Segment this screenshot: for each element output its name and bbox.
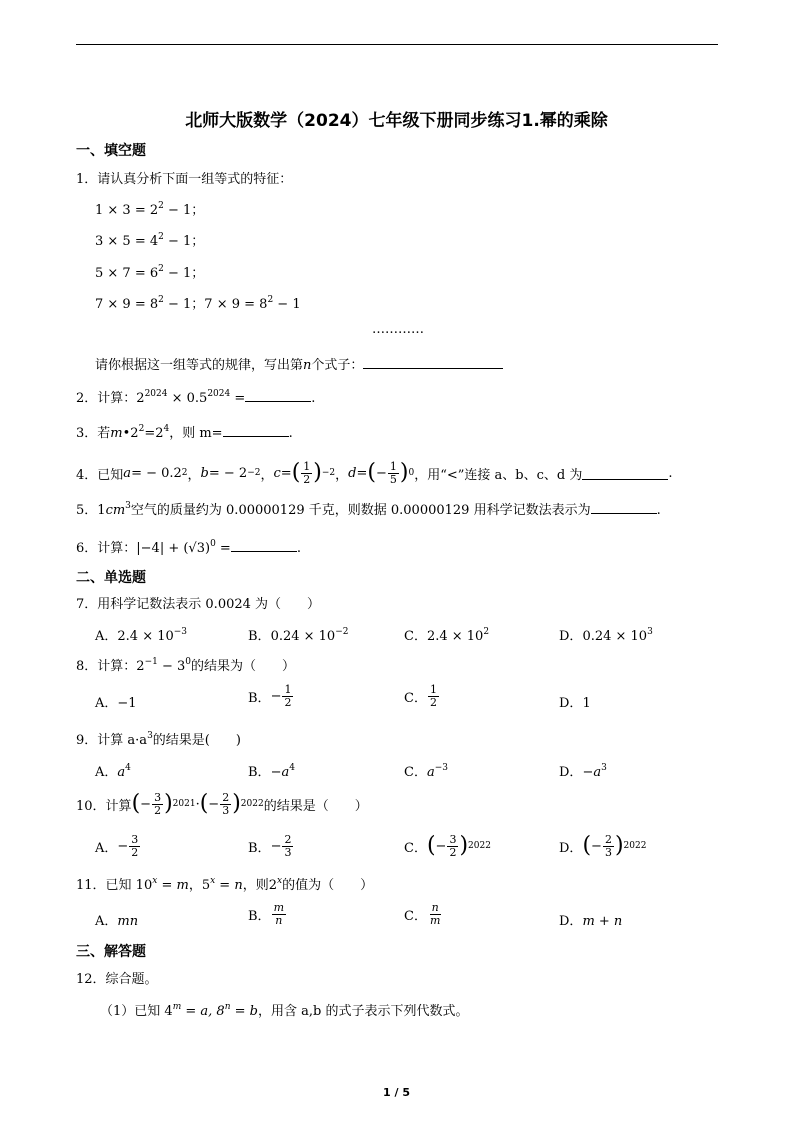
q1-eq2: $3 \times 5 = 4^2 - 1$；: [95, 232, 205, 249]
q1-text: 请认真分析下面一组等式的特征：: [97, 172, 293, 187]
q1-eq3: $5 \times 7 = 6^2 - 1$；: [95, 264, 205, 281]
section-single-choice: 二、单选题: [76, 570, 146, 586]
q2: 2．计算：$2^{2024} \times 0.5^{2024}$ = .: [76, 389, 316, 406]
q12-part1: （1）已知 $4^m = a$, $8^n = b$，用含 a,b 的式子表示下列代数式。: [100, 1002, 469, 1019]
q8-option-b[interactable]: B． − $\frac{1}{2}$: [248, 683, 292, 709]
q4-c-fraction: $\frac{1}{2}$: [303, 459, 311, 486]
q4: 4． 已知 a = − 0.2 2 ， b = − 2 −2 ， c = ( $\frac{1}{2}$ ) −2 ， d = ( − $\frac{1}{5}$ ) 0 ，用“<”连接 a、b、c、d 为 .: [76, 459, 673, 486]
q9-option-a[interactable]: A．$a^4$: [95, 763, 131, 780]
q3-answer-blank[interactable]: [223, 424, 289, 437]
q8-option-c[interactable]: C． $\frac{1}{2}$: [404, 683, 437, 709]
q7-option-c[interactable]: C．$2.4 \times 10^2$: [404, 627, 490, 644]
q11-option-c[interactable]: C． $\frac{n}{m}$: [404, 901, 441, 927]
q1-ellipsis: …………: [372, 322, 424, 337]
q5: 5．$1cm^3$空气的质量约为 0.00000129 千克，则数据 0.00000129 用科学记数法表示为 .: [76, 501, 661, 518]
q7-option-a[interactable]: A．$2.4 \times 10^{-3}$: [95, 627, 188, 644]
page-title: 北师大版数学（2024）七年级下册同步练习1.幂的乘除: [185, 111, 608, 131]
q11-option-b[interactable]: B． $\frac{m}{n}$: [248, 901, 284, 927]
q9-option-b[interactable]: B．$-a^4$: [248, 763, 295, 780]
q12-prompt: 12．综合题。: [76, 972, 158, 987]
q8-prompt: 8．计算：$2^{-1} - 3^0$的结果为（ ）: [76, 657, 296, 674]
q6: 6．计算：$|-4| + (√3)^0$ = .: [76, 539, 301, 556]
section-solve: 三、解答题: [76, 944, 146, 960]
q10-option-b[interactable]: B． − $\frac{2}{3}$: [248, 832, 292, 859]
q9-option-c[interactable]: C．$a^{-3}$: [404, 763, 448, 780]
q6-answer-blank[interactable]: [231, 539, 297, 552]
q11-option-a[interactable]: A．mn: [95, 914, 139, 929]
q5-answer-blank[interactable]: [591, 501, 657, 514]
q1-ask: 请你根据这一组等式的规律，写出第n个式子：: [95, 354, 503, 373]
q9-option-d[interactable]: D．$-a^3$: [559, 763, 607, 780]
q7-option-b[interactable]: B．$0.24 \times 10^{-2}$: [248, 627, 349, 644]
q8-option-d[interactable]: D．1: [559, 696, 591, 711]
top-rule: [76, 44, 718, 45]
q3: 3．若$m•2^2=2^4$，则 m= .: [76, 424, 293, 441]
q11-prompt: 11．已知 $10^x = m$，$5^x = n$，则2$^x$的值为（ ）: [76, 876, 374, 893]
q11-option-d[interactable]: D．m + n: [559, 914, 623, 929]
q7-option-d[interactable]: D．$0.24 \times 10^3$: [559, 627, 653, 644]
section-fill-blank: 一、填空题: [76, 143, 146, 159]
q10-option-d[interactable]: D． ( − $\frac{2}{3}$ ) 2022: [559, 832, 647, 859]
q1-eq1: $1 \times 3 = 2^2 - 1$；: [95, 201, 205, 218]
q1-prompt: [76, 168, 292, 187]
q8-option-a[interactable]: A．−1: [95, 696, 137, 711]
q10-option-a[interactable]: A． − $\frac{3}{2}$: [95, 832, 139, 859]
page-number: 1 / 5: [383, 1086, 410, 1099]
q2-answer-blank[interactable]: [245, 389, 311, 402]
q10-prompt: 10． 计算 ( − $\frac{3}{2}$ ) 2021 · ( − $\frac{2}{3}$ ) 2022 的结果是（ ）: [76, 790, 368, 817]
q10-option-c[interactable]: C． ( − $\frac{3}{2}$ ) 2022: [404, 832, 491, 859]
q1-answer-blank[interactable]: [363, 356, 503, 369]
q7-prompt: 7．用科学记数法表示 0.0024 为（ ）: [76, 597, 321, 612]
q9-prompt: 9．计算 $a\cdot a^3$的结果是( ): [76, 731, 241, 748]
q4-answer-blank[interactable]: [582, 467, 668, 480]
q4-d-fraction: $\frac{1}{5}$: [389, 459, 397, 486]
q1-number: 1．: [76, 172, 98, 187]
q1-eq4: $7 \times 9 = 8^2 - 1$；$7 \times 9 = 8^2 - 1$: [95, 295, 301, 312]
